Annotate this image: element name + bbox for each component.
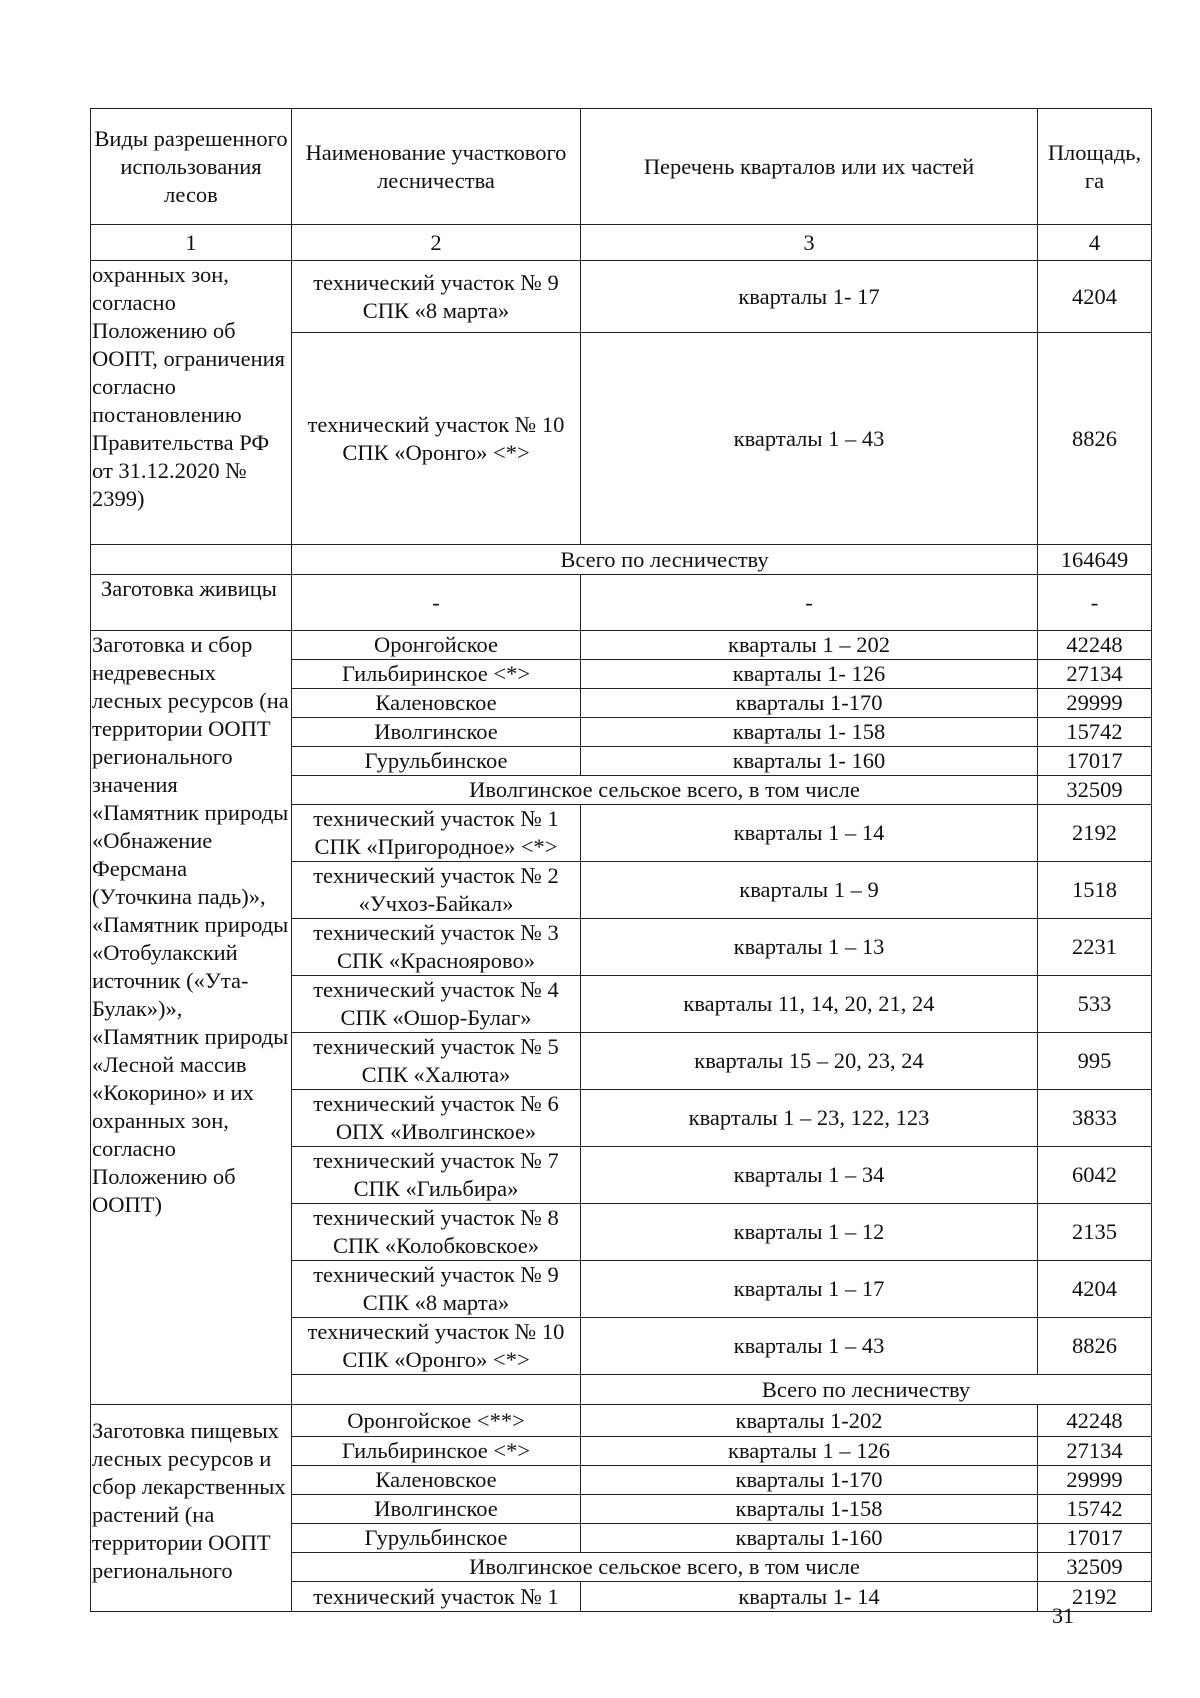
area: 533 bbox=[1038, 976, 1152, 1033]
area: 17017 bbox=[1038, 747, 1152, 776]
subtotal-area: 32509 bbox=[1038, 1553, 1152, 1582]
forestry-name: Иволгинское bbox=[292, 1495, 581, 1524]
table-row bbox=[91, 631, 1152, 660]
area: 42248 bbox=[1038, 1405, 1152, 1437]
quarters: кварталы 1 – 43 bbox=[581, 1318, 1038, 1375]
header-col1: Виды разрешенного использования лесов bbox=[91, 109, 292, 225]
forestry-name: Гильбиринское <*> bbox=[292, 1437, 581, 1466]
area: 27134 bbox=[1038, 660, 1152, 689]
forestry-name: Гурульбинское bbox=[292, 1524, 581, 1553]
area: 27134 bbox=[1038, 1437, 1152, 1466]
forestry-name: Оронгойское bbox=[292, 631, 581, 660]
area: 2192 bbox=[1038, 805, 1152, 862]
quarters: кварталы 1- 160 bbox=[581, 747, 1038, 776]
area: 42248 bbox=[1038, 631, 1152, 660]
header-col4: Площадь, га bbox=[1038, 109, 1152, 225]
quarters: кварталы 1 – 202 bbox=[581, 631, 1038, 660]
area: 2135 bbox=[1038, 1204, 1152, 1261]
tech-site-name: технический участок № 8 СПК «Колобковское» bbox=[292, 1204, 581, 1261]
quarters: кварталы 1 – 12 bbox=[581, 1204, 1038, 1261]
forestry-name: Оронгойское <**> bbox=[292, 1405, 581, 1437]
tech-site-name: технический участок № 4 СПК «Ошор-Булаг» bbox=[292, 976, 581, 1033]
quarters: кварталы 1-158 bbox=[581, 1495, 1038, 1524]
header-num1: 1 bbox=[91, 225, 292, 261]
header-number-row bbox=[91, 225, 1152, 261]
area: 4204 bbox=[1038, 1261, 1152, 1318]
area: 15742 bbox=[1038, 718, 1152, 747]
area: 8826 bbox=[1038, 333, 1152, 545]
section1-use-type: охранных зон, согласно Положению об ООПТ, ограничения согласно постановлению Правительства РФ от 31.12.2020 № 2399) bbox=[91, 261, 292, 545]
area: 29999 bbox=[1038, 689, 1152, 718]
area: 995 bbox=[1038, 1033, 1152, 1090]
quarters: кварталы 1 – 13 bbox=[581, 919, 1038, 976]
header-row bbox=[91, 109, 1152, 225]
subtotal-label: Иволгинское сельское всего, в том числе bbox=[292, 1553, 1038, 1582]
tech-site-name: технический участок № 1 bbox=[292, 1582, 581, 1612]
subtotal-label: Иволгинское сельское всего, в том числе bbox=[292, 776, 1038, 805]
section4-use-type: Заготовка пищевых лесных ресурсов и сбор лекарственных растений (на территории ООПТ регионального bbox=[91, 1405, 292, 1612]
subtotal-area: 32509 bbox=[1038, 776, 1152, 805]
quarters: кварталы 1- 17 bbox=[581, 261, 1038, 333]
quarters: кварталы 1 – 9 bbox=[581, 862, 1038, 919]
quarters: кварталы 1 – 126 bbox=[581, 1437, 1038, 1466]
area: 15742 bbox=[1038, 1495, 1152, 1524]
quarters: кварталы 1- 126 bbox=[581, 660, 1038, 689]
tech-site-name: технический участок № 1 СПК «Пригородное» <*> bbox=[292, 805, 581, 862]
header-num2: 2 bbox=[292, 225, 581, 261]
forestry-name: Иволгинское bbox=[292, 718, 581, 747]
quarters: кварталы 1-160 bbox=[581, 1524, 1038, 1553]
quarters: кварталы 1 – 34 bbox=[581, 1147, 1038, 1204]
total-row bbox=[91, 545, 1152, 575]
area: 17017 bbox=[1038, 1524, 1152, 1553]
table-row bbox=[91, 261, 1152, 333]
page-number: 31 bbox=[1052, 1603, 1074, 1628]
forest-use-table bbox=[90, 108, 1152, 1612]
area: 2231 bbox=[1038, 919, 1152, 976]
tech-site-name: технический участок № 6 ОПХ «Иволгинское» bbox=[292, 1090, 581, 1147]
tech-site-name: технический участок № 2 «Учхоз-Байкал» bbox=[292, 862, 581, 919]
area: 6042 bbox=[1038, 1147, 1152, 1204]
quarters: кварталы 1 – 14 bbox=[581, 805, 1038, 862]
forestry-name: Гурульбинское bbox=[292, 747, 581, 776]
area: 1518 bbox=[1038, 862, 1152, 919]
section3-use-type: Заготовка и сбор недревесных лесных ресурсов (на территории ООПТ регионального значения «Памятник природы «Обнажение Ферсмана (Уточкина падь)», «Памятник природы «Отобулакский источник («Ута-Булак»)», «Памятник природы «Лесной массив «Кокорино» и их охранных зон, согласно Положению об ООПТ) bbox=[91, 631, 292, 1405]
quarters: кварталы 11, 14, 20, 21, 24 bbox=[581, 976, 1038, 1033]
quarters: кварталы 1-170 bbox=[581, 689, 1038, 718]
table-row bbox=[91, 575, 1152, 631]
empty-cell bbox=[91, 545, 292, 575]
forestry-name: Каленовское bbox=[292, 1466, 581, 1495]
forestry-name: технический участок № 9 СПК «8 марта» bbox=[292, 261, 581, 333]
total-area: 164649 bbox=[1038, 545, 1152, 575]
total-label: Всего по лесничеству bbox=[581, 1375, 1152, 1405]
dash-cell: - bbox=[1038, 575, 1152, 631]
forestry-name: Каленовское bbox=[292, 689, 581, 718]
header-col2: Наименование участкового лесничества bbox=[292, 109, 581, 225]
quarters: кварталы 1-202 bbox=[581, 1405, 1038, 1437]
total-label: Всего по лесничеству bbox=[292, 545, 1038, 575]
section2-use-type: Заготовка живицы bbox=[91, 575, 292, 631]
dash-cell: - bbox=[581, 575, 1038, 631]
forestry-name: Гильбиринское <*> bbox=[292, 660, 581, 689]
tech-site-name: технический участок № 5 СПК «Халюта» bbox=[292, 1033, 581, 1090]
forestry-name: технический участок № 10 СПК «Оронго» <*> bbox=[292, 333, 581, 545]
empty-cell bbox=[292, 1375, 581, 1405]
header-num4: 4 bbox=[1038, 225, 1152, 261]
tech-site-name: технический участок № 3 СПК «Красноярово» bbox=[292, 919, 581, 976]
header-col3: Перечень кварталов или их частей bbox=[581, 109, 1038, 225]
quarters: кварталы 1 – 17 bbox=[581, 1261, 1038, 1318]
quarters: кварталы 1- 14 bbox=[581, 1582, 1038, 1612]
quarters: кварталы 1 – 23, 122, 123 bbox=[581, 1090, 1038, 1147]
quarters: кварталы 1 – 43 bbox=[581, 333, 1038, 545]
header-num3: 3 bbox=[581, 225, 1038, 261]
area: 3833 bbox=[1038, 1090, 1152, 1147]
quarters: кварталы 15 – 20, 23, 24 bbox=[581, 1033, 1038, 1090]
area: 8826 bbox=[1038, 1318, 1152, 1375]
tech-site-name: технический участок № 9 СПК «8 марта» bbox=[292, 1261, 581, 1318]
area: 4204 bbox=[1038, 261, 1152, 333]
quarters: кварталы 1- 158 bbox=[581, 718, 1038, 747]
area: 2192 bbox=[1038, 1582, 1152, 1612]
table-row bbox=[91, 1405, 1152, 1437]
area: 29999 bbox=[1038, 1466, 1152, 1495]
tech-site-name: технический участок № 10 СПК «Оронго» <*> bbox=[292, 1318, 581, 1375]
dash-cell: - bbox=[292, 575, 581, 631]
quarters: кварталы 1-170 bbox=[581, 1466, 1038, 1495]
tech-site-name: технический участок № 7 СПК «Гильбира» bbox=[292, 1147, 581, 1204]
